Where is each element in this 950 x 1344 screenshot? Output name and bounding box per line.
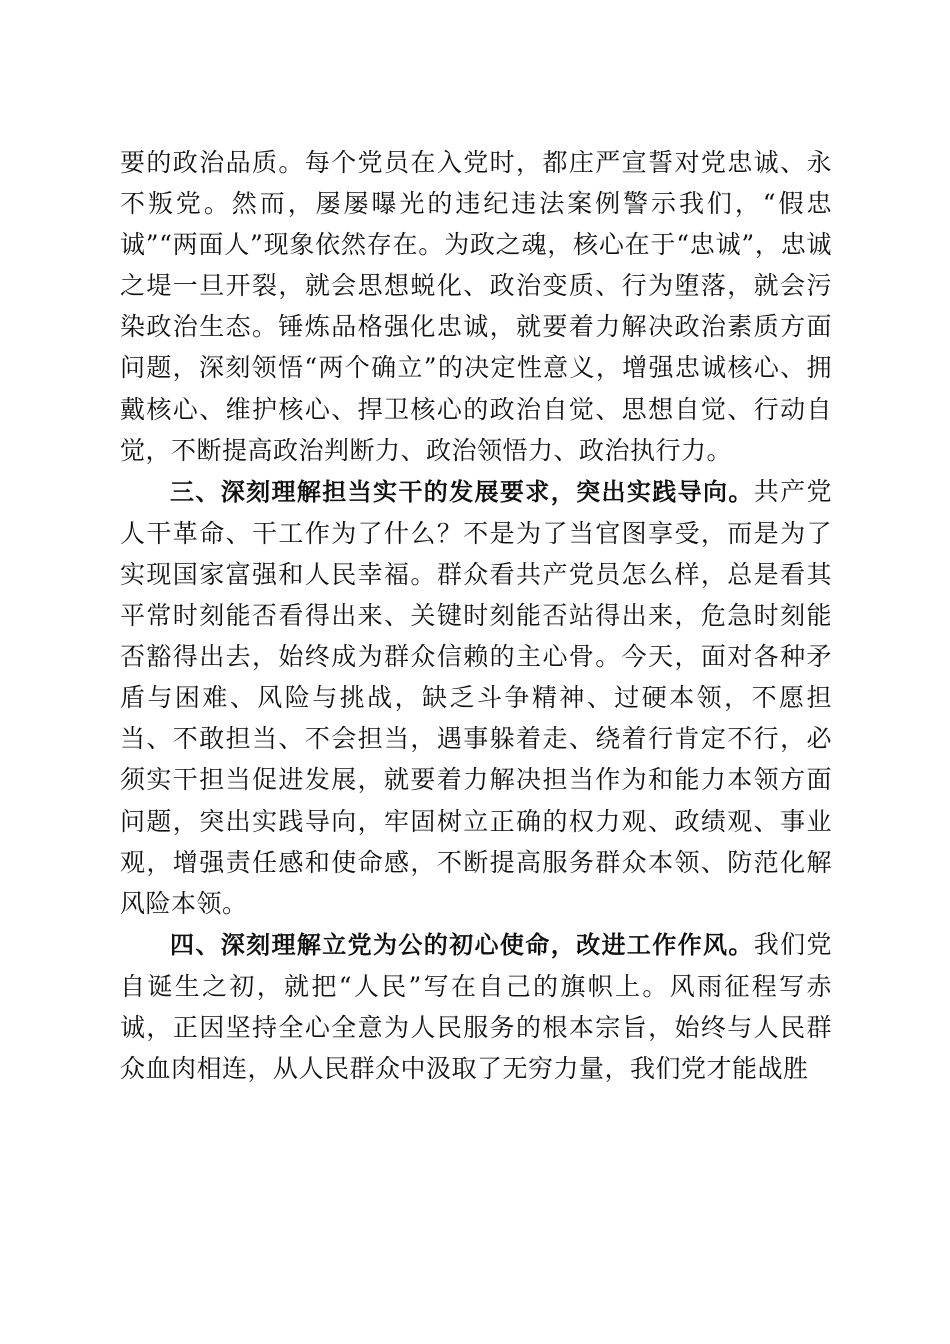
paragraph-continuation — [120, 142, 832, 471]
paragraph-body: 要的政治品质。每个党员在入党时，都庄严宣誓对党忠诚、永不叛党。然而，屡屡曝光的违纪违法案例警示我们，“假忠诚”“两面人”现象依然存在。为政之魂，核心在于“忠诚”，忠诚之堤一旦开裂，就会思想蜕化、政治变质、行为堕落，就会污染政治生态。锤炼品格强化忠诚，就要着力解决政治素质方面问题，深刻领悟“两个确立”的决定性意义，增强忠诚核心、拥戴核心、维护核心、捍卫核心的政治自觉、思想自觉、行动自觉，不断提高政治判断力、政治领悟力、政治执行力。 — [120, 148, 832, 465]
paragraph-body: 共产党人干革命、干工作为了什么？不是为了当官图享受，而是为了实现国家富强和人民幸福。群众看共产党员怎么样，总是看其平常时刻能否看得出来、关键时刻能否站得出来，危急时刻能否豁得出去，始终成为群众信赖的主心骨。今天，面对各种矛盾与困难、风险与挑战，缺乏斗争精神、过硬本领，不愿担当、不敢担当、不会担当，遇事躲着走、绕着行肯定不行，必须实干担当促进发展，就要着力解决担当作为和能力本领方面问题，突出实践导向，牢固树立正确的权力观、政绩观、事业观，增强责任感和使命感，不断提高服务群众本领、防范化解风险本领。 — [120, 476, 832, 918]
paragraph-body: 我们党自诞生之初，就把“人民”写在自己的旗帜上。风雨征程写赤诚，正因坚持全心全意为人民服务的根本宗旨，始终与人民群众血肉相连，从人民群众中汲取了无穷力量，我们党才能战胜 — [120, 929, 832, 1084]
paragraph-section-4 — [120, 924, 832, 1089]
paragraph-section-3 — [120, 471, 832, 924]
section-heading: 三、深刻理解担当实干的发展要求，突出实践导向。 — [170, 477, 754, 506]
section-heading: 四、深刻理解立党为公的初心使命，改进工作作风。 — [170, 930, 754, 959]
document-body — [120, 142, 832, 1089]
